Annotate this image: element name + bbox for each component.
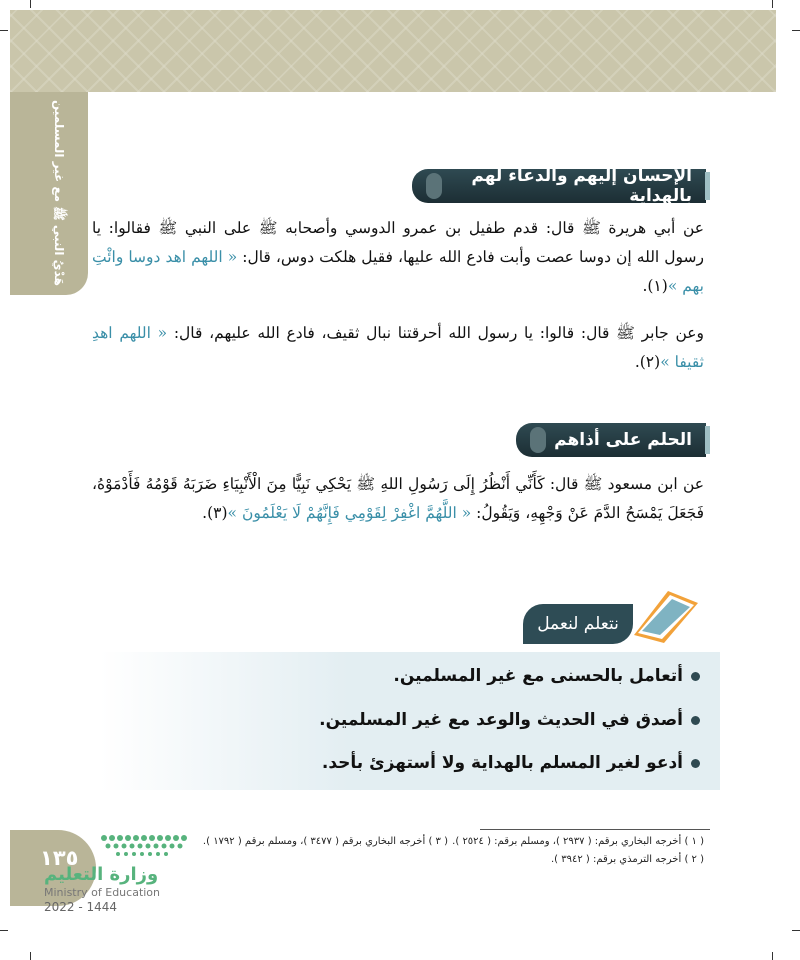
header-pattern — [10, 10, 776, 92]
chapter-title: هَدْيُ النبي ﷺ مع غير المسلمين — [52, 100, 66, 286]
hadith-1-text: عن أبي هريرة ﷺ قال: قدم طفيل بن عمرو الدوسي وأصحابه ﷺ على النبي ﷺ فقالوا: يا رسول الله إن دوسا عصت وأبت فادع الله عليها، فقيل هلكت دوس، قال: — [92, 219, 704, 266]
heading-highlight — [426, 173, 442, 199]
hadith-1-ref: (١). — [642, 277, 668, 295]
ministry-logo-icon — [98, 832, 188, 860]
header-band — [10, 10, 776, 92]
hadith-2-quote: « اللهم اهدِ ثقيفا » — [92, 324, 704, 371]
section-heading-forbearance — [516, 423, 706, 457]
bullet-dot — [691, 759, 700, 768]
learn-item-text: أتعامل بالحسنى مع غير المسلمين. — [393, 666, 683, 686]
crop-mark — [792, 930, 800, 931]
ministry-name-english: Ministry of Education — [44, 886, 161, 899]
crop-mark — [0, 930, 8, 931]
footnote-rule — [480, 829, 710, 830]
crop-mark — [772, 0, 773, 8]
hadith-paragraph-1 — [92, 214, 704, 301]
chapter-side-tab — [10, 92, 88, 295]
section-heading-forbearance-text: الحلم على أذاهم — [554, 430, 692, 450]
learn-item-text: أصدق في الحديث والوعد مع غير المسلمين. — [319, 710, 683, 730]
hadith-2-ref: (٢). — [634, 353, 661, 371]
edition-year: 2022 - 1444 — [44, 900, 118, 914]
hadith-3-quote: « اللَّهُمَّ اغْفِرْ لِقَوْمِي فَإِنَّهُمْ لَا يَعْلَمُونَ » — [227, 504, 472, 522]
hadith-paragraph-3 — [92, 470, 704, 528]
ministry-name-arabic: وزارة التعليم — [44, 864, 159, 885]
crop-mark — [0, 30, 8, 31]
learn-item-text: أدعو لغير المسلم بالهداية ولا أستهزئ بأحد. — [321, 753, 683, 773]
hadith-1-quote: « اللهم اهد دوسا وائْتِ بهم » — [92, 248, 704, 295]
learn-badge: نتعلم لنعمل — [523, 604, 633, 644]
bullet-dot — [691, 716, 700, 725]
hadith-3-text: عن ابن مسعود ﷺ قال: كَأَنِّي أَنْظُرُ إِلَى رَسُولِ اللهِ ﷺ يَحْكِي نَبِيًّا مِنَ الْأَنْبِيَاءِ ضَرَبَهُ قَوْمُهُ فَأَدْمَوْهُ، فَجَعَلَ يَمْسَحُ الدَّمَ عَنْ وَجْهِهِ، وَيَقُولُ: — [92, 475, 704, 522]
learn-item — [393, 666, 700, 686]
crop-mark — [30, 952, 31, 960]
learn-item — [319, 710, 700, 730]
footnote-3: ( ٣ ) أخرجه البخاري برقم ( ٣٤٧٧ )، ومسلم برقم ( ١٧٩٢ ). — [202, 836, 448, 847]
footnote-1: ( ١ ) أخرجه البخاري برقم: ( ٢٩٣٧ )، ومسلم برقم: ( ٢٥٢٤ ). — [452, 836, 704, 847]
page-number: ١٣٥ — [40, 846, 79, 870]
hadith-paragraph-2 — [92, 319, 704, 377]
heading-highlight — [530, 427, 546, 453]
section-heading-kindness — [412, 166, 706, 206]
section-heading-kindness-text: الإحسان إليهم والدعاء لهم بالهداية — [471, 166, 692, 206]
bullet-dot — [691, 672, 700, 681]
footnote-2: ( ٢ ) أخرجه الترمذي برقم: ( ٣٩٤٢ ). — [550, 854, 704, 865]
hadith-2-text: وعن جابر ﷺ قال: قالوا: يا رسول الله أحرقتنا نبال ثقيف، فادع الله عليهم، قال: — [167, 324, 704, 342]
learn-item — [322, 753, 700, 773]
hadith-3-ref: (٣). — [202, 504, 228, 522]
crop-mark — [30, 0, 31, 8]
crop-mark — [792, 30, 800, 31]
crop-mark — [772, 952, 773, 960]
book-icon — [628, 583, 702, 645]
